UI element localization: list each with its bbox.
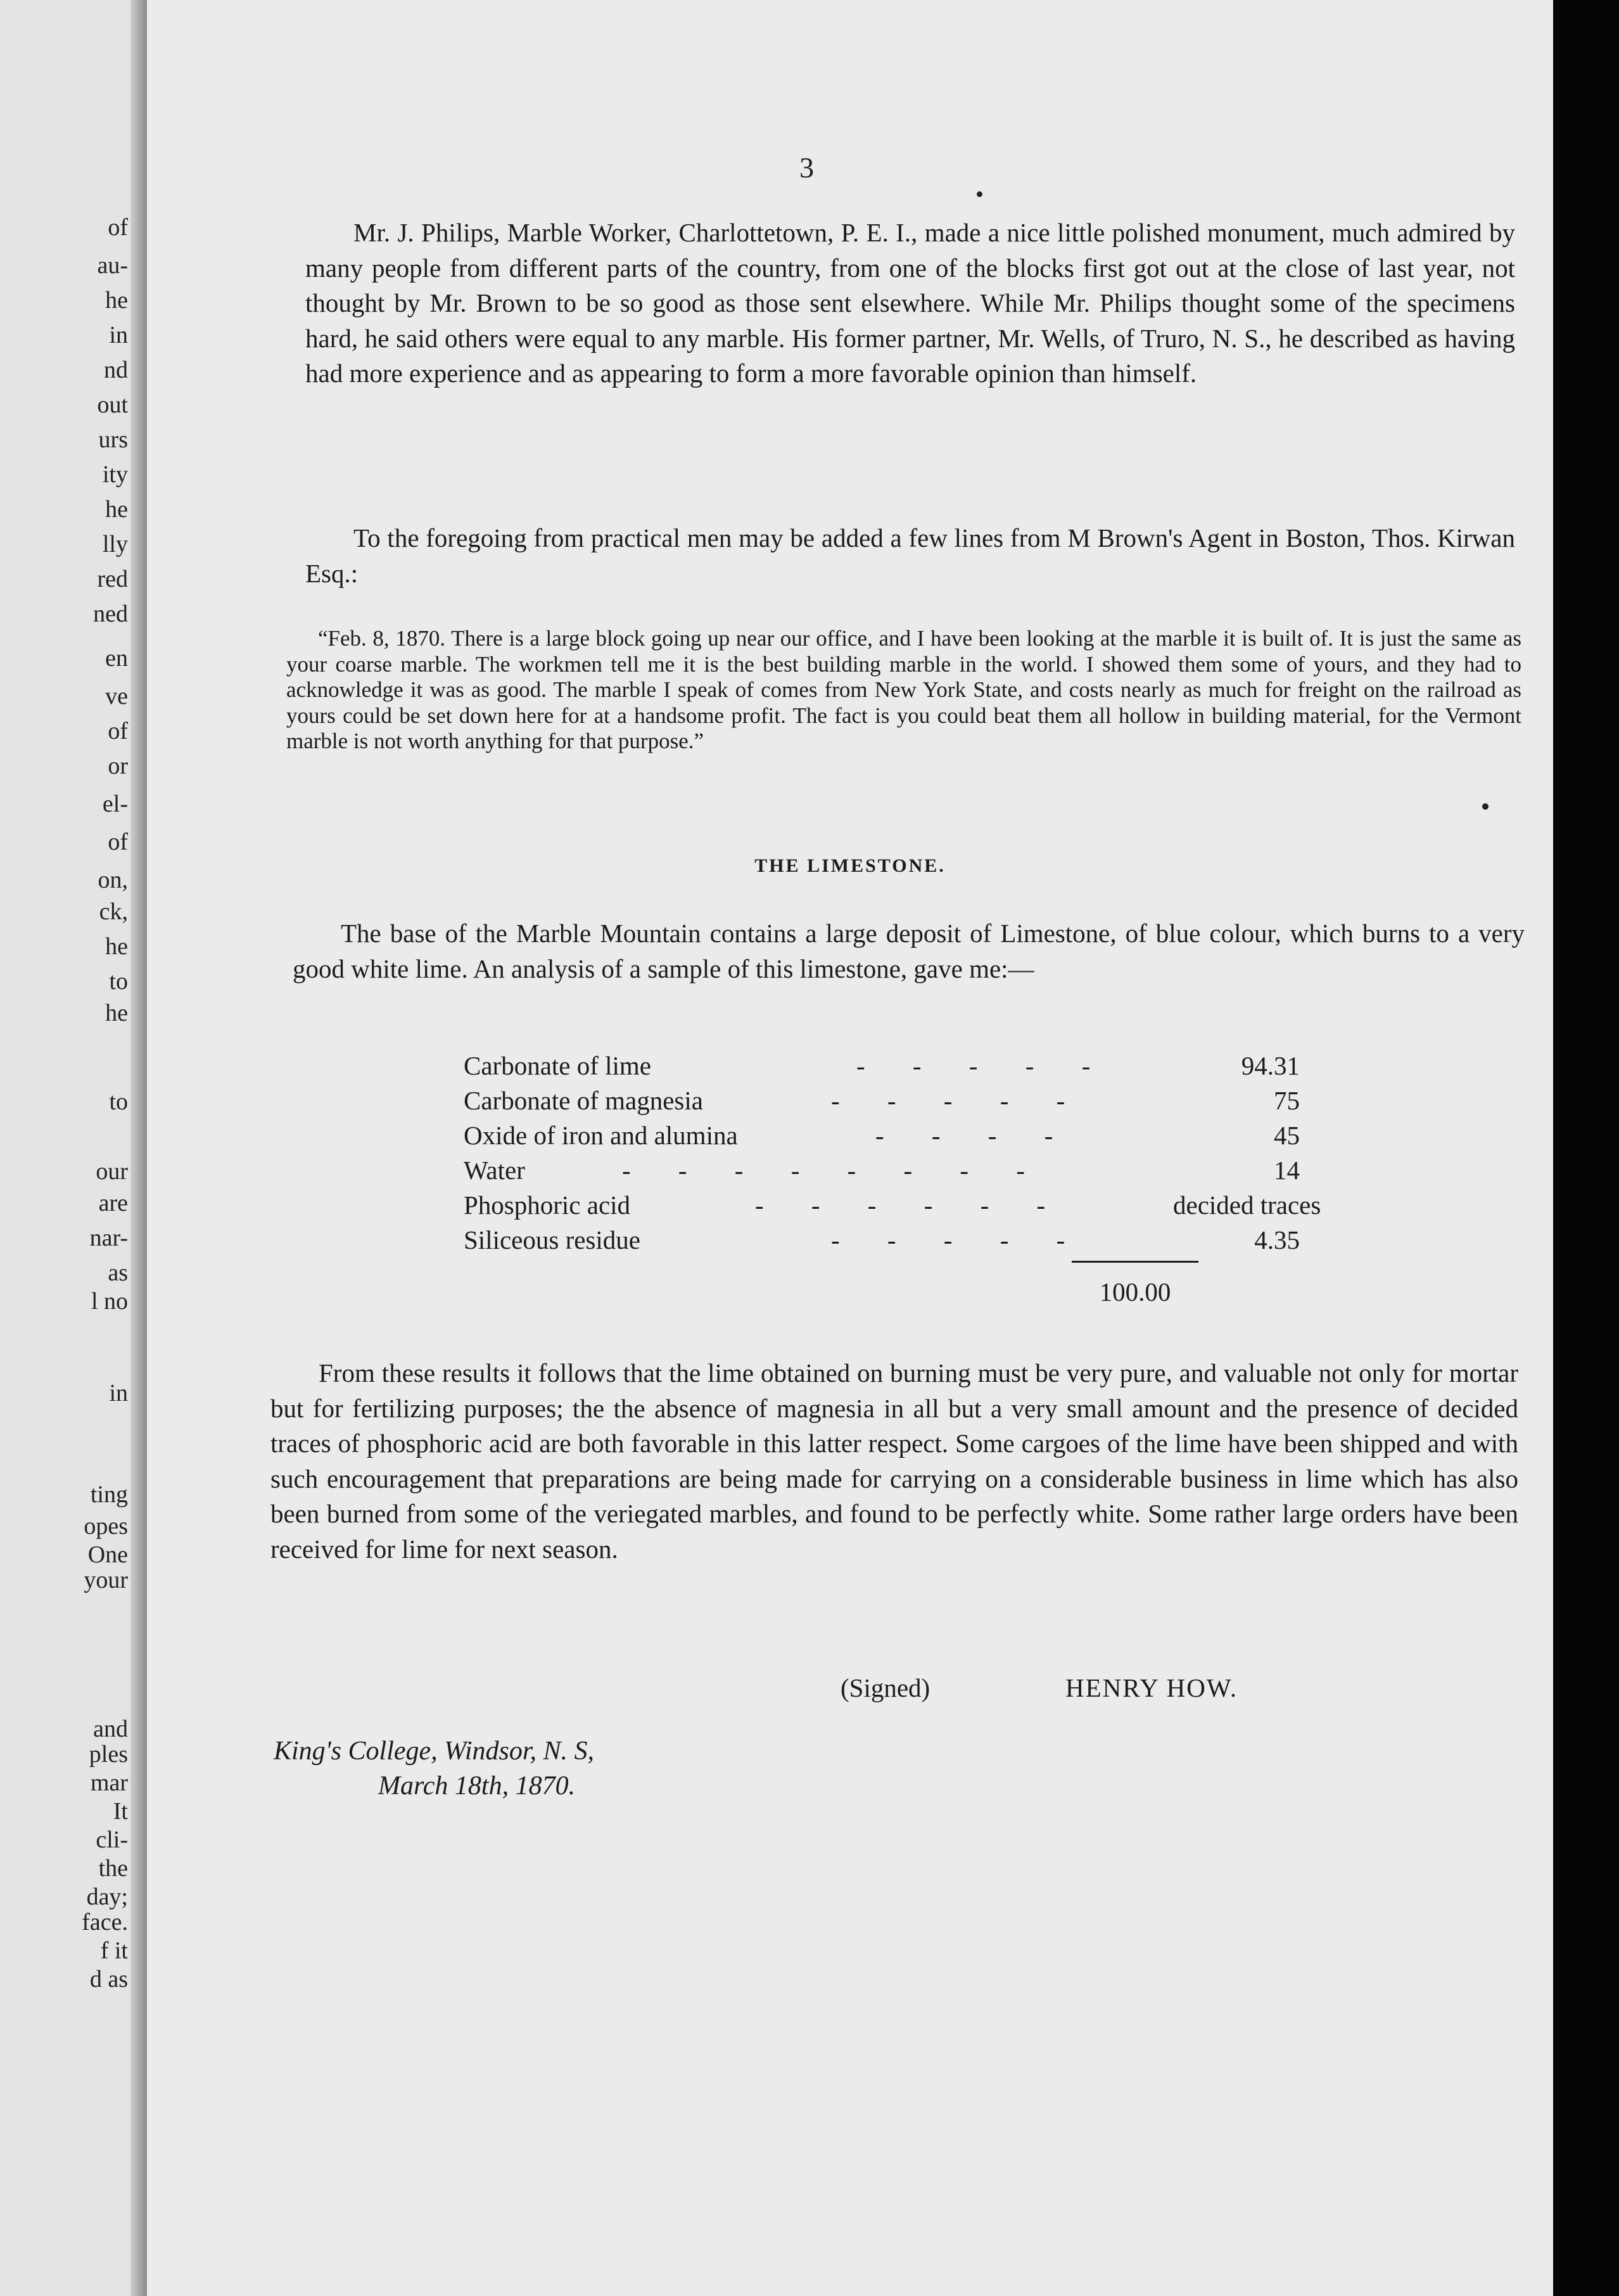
page-number: 3 (799, 151, 814, 184)
adjacent-page-fragment: ity (102, 461, 128, 488)
adjacent-page-fragment: lly (102, 531, 128, 558)
analysis-row (464, 1049, 1515, 1083)
adjacent-page-fragment: cli- (96, 1827, 128, 1853)
paragraph-results: From these results it follows that the lime obtained on burning must be very pure, and valuable not only for mortar but for fertilizing purposes; the the absence of magnesia in all but a very small amount and the presence of decided traces of phosphoric acid are both favorable in this latter respect. Some cargoes of the lime have been shipped and with such encouragement that preparations are being made for carrying on a considerable business in lime which has also been burned from some of the veriegated marbles, and found to be perfectly white. Some rather large orders have been received for lime for next season. (270, 1358, 1518, 1564)
analysis-row (464, 1223, 1515, 1258)
page-gutter (130, 0, 147, 2296)
analysis-amount: 45 (1274, 1121, 1300, 1150)
adjacent-page-fragment: to (109, 1088, 128, 1115)
print-speck (1482, 803, 1489, 810)
document-page (147, 0, 1553, 2296)
adjacent-page-fragment: he (105, 933, 128, 960)
adjacent-page-fragment: face. (82, 1909, 128, 1936)
analysis-leader: - - - - - (831, 1086, 1068, 1115)
analysis-amount: 4.35 (1254, 1225, 1300, 1254)
analysis-table (464, 1049, 1515, 1258)
analysis-substance: Phosphoric acid (464, 1190, 631, 1220)
analysis-leader: - - - - - (856, 1051, 1093, 1080)
adjacent-page-strip (0, 0, 147, 2296)
adjacent-page-fragment: he (105, 496, 128, 523)
adjacent-page-fragment: en (105, 645, 128, 672)
adjacent-page-fragment: the (98, 1855, 128, 1882)
analysis-substance: Carbonate of lime (464, 1051, 652, 1080)
adjacent-page-fragment: ve (105, 683, 128, 710)
adjacent-page-fragment: in (109, 1380, 128, 1406)
adjacent-page-fragment: el- (102, 791, 128, 817)
section-heading: THE LIMESTONE. (754, 855, 946, 876)
adjacent-page-fragment: urs (98, 426, 128, 453)
adjacent-page-fragment: nd (104, 357, 128, 383)
adjacent-page-fragment: your (84, 1567, 128, 1593)
adjacent-page-fragment: he (105, 1000, 128, 1026)
analysis-amount: 75 (1274, 1086, 1300, 1115)
adjacent-page-fragment: as (108, 1260, 128, 1286)
signature-place: King's College, Windsor, N. S, (274, 1737, 595, 1766)
analysis-amount: 94.31 (1241, 1051, 1300, 1080)
analysis-row (464, 1083, 1515, 1118)
adjacent-page-fragment: red (97, 566, 128, 592)
adjacent-page-fragment: ples (89, 1741, 128, 1768)
adjacent-page-fragment: f it (100, 1937, 128, 1964)
analysis-substance: Oxide of iron and alumina (464, 1121, 738, 1150)
adjacent-page-fragment: mar (90, 1770, 128, 1796)
paragraph-limestone: The base of the Marble Mountain contains a large deposit of Limestone, of blue colour, which burns to a very good white lime. An analysis of a sample of this limestone, gave me:— (293, 919, 1525, 983)
analysis-substance: Siliceous residue (464, 1225, 640, 1254)
signer-name: HENRY HOW. (1065, 1673, 1238, 1702)
analysis-leader: - - - - - (831, 1225, 1068, 1254)
adjacent-page-fragment: It (113, 1798, 128, 1825)
analysis-amount: decided traces (1173, 1190, 1321, 1220)
letter-quote: “Feb. 8, 1870. There is a large block going up near our office, and I have been looking at the marble it is built of. It is just the same as your coarse marble. The workmen tell me it is the best building marble in the world. I showed them some of yours, and they had to acknowledge it was as good. The marble I speak of comes from New York State, and costs nearly as much for freight on the railroad as yours could be set down here for at a handsome profit. The fact is you could beat them all hollow in building material, for the Vermont marble is not worth anything for that purpose.” (286, 626, 1521, 753)
adjacent-page-fragment: au- (97, 252, 128, 279)
adjacent-page-fragment: are (98, 1190, 128, 1216)
adjacent-page-fragment: of (108, 829, 128, 855)
adjacent-page-fragment: out (97, 392, 128, 418)
analysis-leader: - - - - - - - - (622, 1156, 1027, 1185)
adjacent-page-fragment: in (109, 322, 128, 348)
analysis-leader: - - - - - - (755, 1190, 1048, 1220)
adjacent-page-fragment: of (108, 718, 128, 744)
adjacent-page-fragment: he (105, 287, 128, 314)
total-rule (1072, 1261, 1198, 1263)
analysis-total: 100.00 (1099, 1277, 1171, 1306)
print-speck (977, 191, 982, 197)
adjacent-page-fragment: and (93, 1716, 128, 1742)
adjacent-page-fragment: or (108, 753, 128, 779)
scan-edge (1553, 0, 1619, 2296)
analysis-row (464, 1118, 1515, 1153)
adjacent-page-fragment: d as (89, 1966, 128, 1993)
adjacent-page-fragment: ned (93, 601, 128, 627)
signed-label: (Signed) (841, 1673, 930, 1702)
adjacent-page-fragment: opes (84, 1513, 128, 1540)
analysis-row (464, 1153, 1515, 1188)
adjacent-page-fragment: ting (90, 1481, 128, 1508)
adjacent-page-fragment: our (96, 1158, 128, 1185)
adjacent-page-fragment: nar- (89, 1225, 128, 1251)
signature-date: March 18th, 1870. (378, 1771, 576, 1801)
analysis-substance: Carbonate of magnesia (464, 1086, 703, 1115)
paragraph-foregoing: To the foregoing from practical men may be added a few lines from M Brown's Agent in Boston, Thos. Kirwan Esq.: (305, 523, 1515, 588)
adjacent-page-fragment: l no (91, 1288, 128, 1315)
adjacent-page-fragment: on, (98, 867, 128, 893)
adjacent-page-fragment: to (109, 968, 128, 995)
adjacent-page-fragment: day; (86, 1884, 128, 1910)
analysis-leader: - - - - (875, 1121, 1056, 1150)
paragraph-philips: Mr. J. Philips, Marble Worker, Charlottetown, P. E. I., made a nice little polished monument, much admired by many people from different parts of the country, from one of the blocks first got out at the close of last year, not thought by Mr. Brown to be so good as those sent elsewhere. While Mr. Philips thought some of the specimens hard, he said others were equal to any marble. His former partner, Mr. Wells, of Truro, N. S., he described as having had more experience and as appearing to form a more favorable opinion than himself. (305, 218, 1515, 388)
adjacent-page-fragment: ck, (99, 898, 128, 925)
adjacent-page-fragment: One (87, 1541, 128, 1568)
analysis-amount: 14 (1274, 1156, 1300, 1185)
analysis-substance: Water (464, 1156, 525, 1185)
analysis-row (464, 1188, 1515, 1223)
adjacent-page-fragment: of (108, 214, 128, 241)
